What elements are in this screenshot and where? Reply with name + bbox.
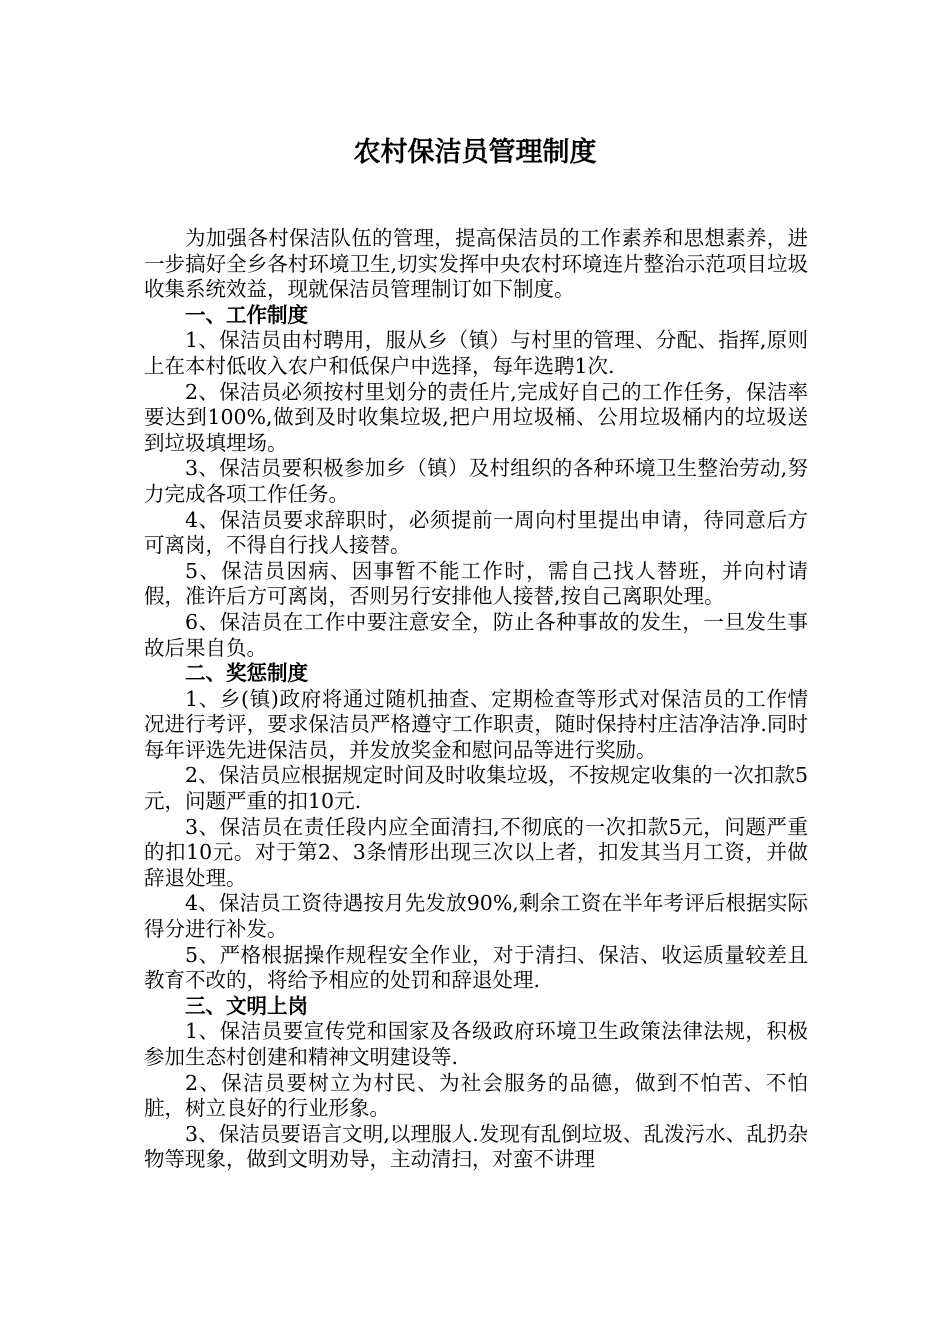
work-rule-3: 3、保洁员要积极参加乡（镇）及村组织的各种环境卫生整治劳动,努力完成各项工作任务。: [144, 456, 808, 506]
section-heading-civilized-work: 三、文明上岗: [185, 993, 308, 1018]
work-rule-4: 4、保洁员要求辞职时，必须提前一周向村里提出申请，待同意后方可离岗，不得自行找人接替。: [144, 507, 808, 558]
work-rule-6: 6、保洁员在工作中要注意安全，防止各种事故的发生，一旦发生事故后果自负。: [144, 609, 808, 660]
reward-rule-5: 5、严格根据操作规程安全作业，对于清扫、保洁、收运质量较差且教育不改的，将给予相应的处罚和辞退处理.: [144, 942, 808, 993]
civilized-rule-3: 3、保洁员要语言文明,以理服人.发现有乱倒垃圾、乱泼污水、乱扔杂物等现象，做到文明劝导，主动清扫，对蛮不讲理: [144, 1121, 808, 1172]
civilized-rule-2: 2、保洁员要树立为村民、为社会服务的品德，做到不怕苦、不怕脏，树立良好的行业形象。: [144, 1070, 808, 1121]
reward-rule-2: 2、保洁员应根据规定时间及时收集垃圾，不按规定收集的一次扣款5元，问题严重的扣10元.: [144, 763, 808, 814]
reward-rule-1: 1、乡(镇)政府将通过随机抽查、定期检查等形式对保洁员的工作情况进行考评，要求保洁员严格遵守工作职责，随时保持村庄洁净洁净.同时每年评选先进保洁员，并发放奖金和慰问品等进行奖励。: [144, 686, 808, 762]
work-rule-1: 1、保洁员由村聘用，服从乡（镇）与村里的管理、分配、指挥,原则上在本村低收入农户和低保户中选择，每年选聘1次.: [144, 328, 808, 378]
reward-rule-4: 4、保洁员工资待遇按月先发放90%,剩余工资在半年考评后根据实际得分进行补发。: [144, 891, 808, 942]
section-heading-rewards-penalties: 二、奖惩制度: [185, 661, 308, 686]
work-rule-2: 2、保洁员必须按村里划分的责任片,完成好自己的工作任务，保洁率要达到100%,做到及时收集垃圾,把户用垃圾桶、公用垃圾桶内的垃圾送到垃圾填埋场。: [144, 379, 808, 455]
work-rule-5: 5、保洁员因病、因事暂不能工作时，需自己找人替班，并向村请假，准许后方可离岗，否则另行安排他人接替,按自己离职处理。: [144, 558, 808, 609]
intro-paragraph: 为加强各村保洁队伍的管理，提高保洁员的工作素养和思想素养，进一步搞好全乡各村环境卫生,切实发挥中央农村环境连片整治示范项目垃圾收集系统效益，现就保洁员管理制订如下制度。: [144, 226, 808, 302]
civilized-rule-1: 1、保洁员要宣传党和国家及各级政府环境卫生政策法律法规，积极参加生态村创建和精神文明建设等.: [144, 1019, 808, 1069]
document-title: 农村保洁员管理制度: [353, 137, 597, 168]
document-body: [144, 226, 808, 1173]
reward-rule-3: 3、保洁员在责任段内应全面清扫,不彻底的一次扣款5元，问题严重的扣10元。对于第2、3条情形出现三次以上者，扣发其当月工资，并做辞退处理。: [144, 814, 808, 890]
section-heading-work-rules: 一、工作制度: [185, 302, 308, 327]
